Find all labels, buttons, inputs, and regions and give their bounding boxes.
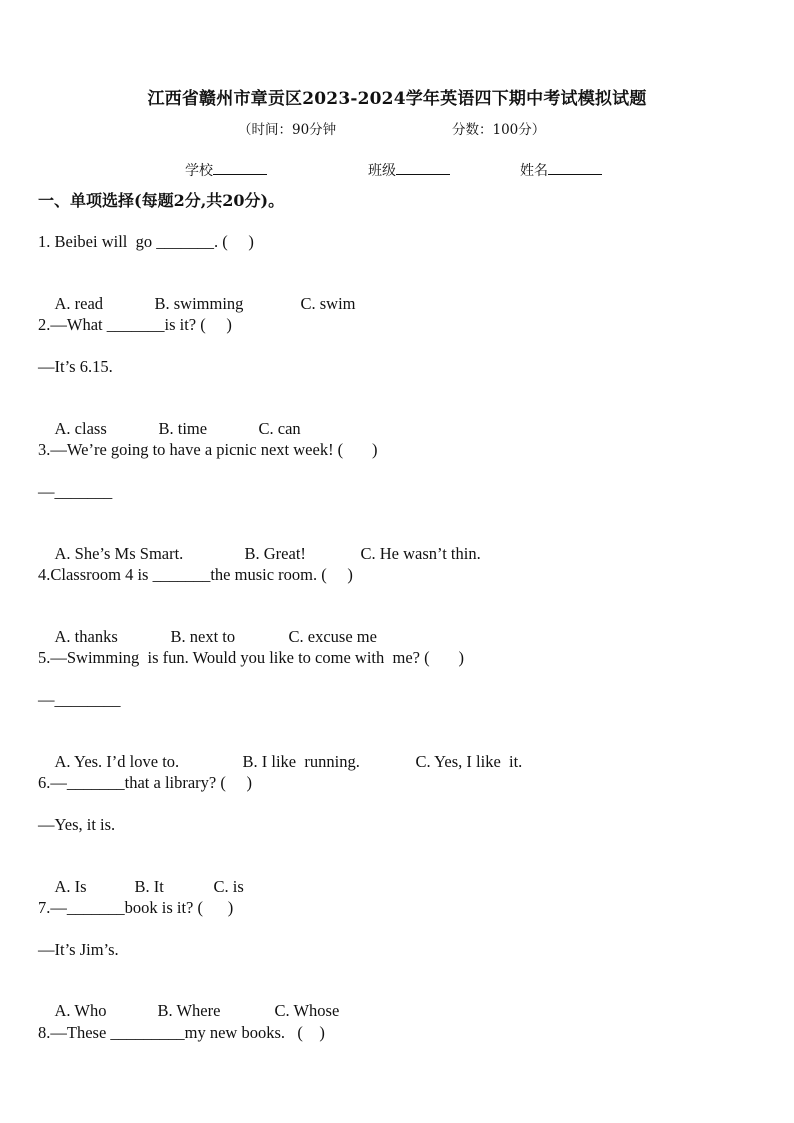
option-c[interactable]: C. He wasn’t thin.	[360, 544, 481, 563]
name-field[interactable]	[520, 160, 602, 180]
option-c[interactable]: C. Yes, I like it.	[415, 752, 523, 771]
class-label: 班级	[368, 163, 396, 179]
option-b[interactable]: B. next to	[170, 627, 236, 646]
question-stem: 4.Classroom 4 is _______the music room. ( )	[38, 565, 353, 584]
option-b[interactable]: B. time	[158, 419, 208, 438]
option-b[interactable]: B. Where	[157, 1001, 221, 1020]
option-a[interactable]: A. class	[54, 419, 107, 438]
section-heading: 一、单项选择(每题2分,共20分)。	[38, 191, 285, 210]
option-c[interactable]: C. can	[258, 419, 301, 438]
school-label: 学校	[185, 163, 213, 179]
question-stem: 8.—These _________my new books. ( )	[38, 1023, 325, 1042]
school-field[interactable]	[185, 160, 267, 180]
option-a[interactable]: A. thanks	[54, 627, 118, 646]
option-b[interactable]: B. It	[134, 877, 164, 896]
option-c[interactable]: C. is	[213, 877, 244, 896]
question-stem: 6.—_______that a library? ( )	[38, 773, 252, 792]
question-stem: 3.—We’re going to have a picnic next week! ( )	[38, 440, 378, 459]
name-label: 姓名	[520, 163, 548, 179]
exam-time: （时间：90分钟	[238, 122, 337, 138]
question-reply: —Yes, it is.	[38, 815, 116, 834]
exam-score: 分数：100分）	[452, 122, 546, 138]
question-stem: 7.—_______book is it? ( )	[38, 898, 234, 917]
question-stem: 2.—What _______is it? ( )	[38, 315, 232, 334]
class-field[interactable]	[368, 160, 450, 180]
option-c[interactable]: C. Whose	[274, 1001, 340, 1020]
option-b[interactable]: B. swimming	[154, 294, 244, 313]
question-stem: 5.—Swimming is fun. Would you like to come with me? ( )	[38, 648, 464, 667]
option-c[interactable]: C. excuse me	[288, 627, 377, 646]
option-a[interactable]: A. She’s Ms Smart.	[54, 544, 184, 563]
option-a[interactable]: A. Who	[54, 1001, 107, 1020]
option-c[interactable]: C. swim	[300, 294, 356, 313]
question-reply: —________	[38, 690, 121, 709]
exam-title: 江西省赣州市章贡区2023-2024学年英语四下期中考试模拟试题	[147, 89, 647, 109]
option-a[interactable]: A. read	[54, 294, 104, 313]
question-stem: 1. Beibei will go _______. ( )	[38, 232, 254, 251]
class-blank[interactable]	[396, 160, 450, 175]
option-a[interactable]: A. Is	[54, 877, 87, 896]
option-b[interactable]: B. Great!	[244, 544, 306, 563]
name-blank[interactable]	[548, 160, 602, 175]
option-b[interactable]: B. I like running.	[242, 752, 360, 771]
school-blank[interactable]	[213, 160, 267, 175]
question-reply: —It’s Jim’s.	[38, 940, 119, 959]
question-reply: —It’s 6.15.	[38, 357, 113, 376]
question-reply: —_______	[38, 482, 113, 501]
option-a[interactable]: A. Yes. I’d love to.	[54, 752, 180, 771]
